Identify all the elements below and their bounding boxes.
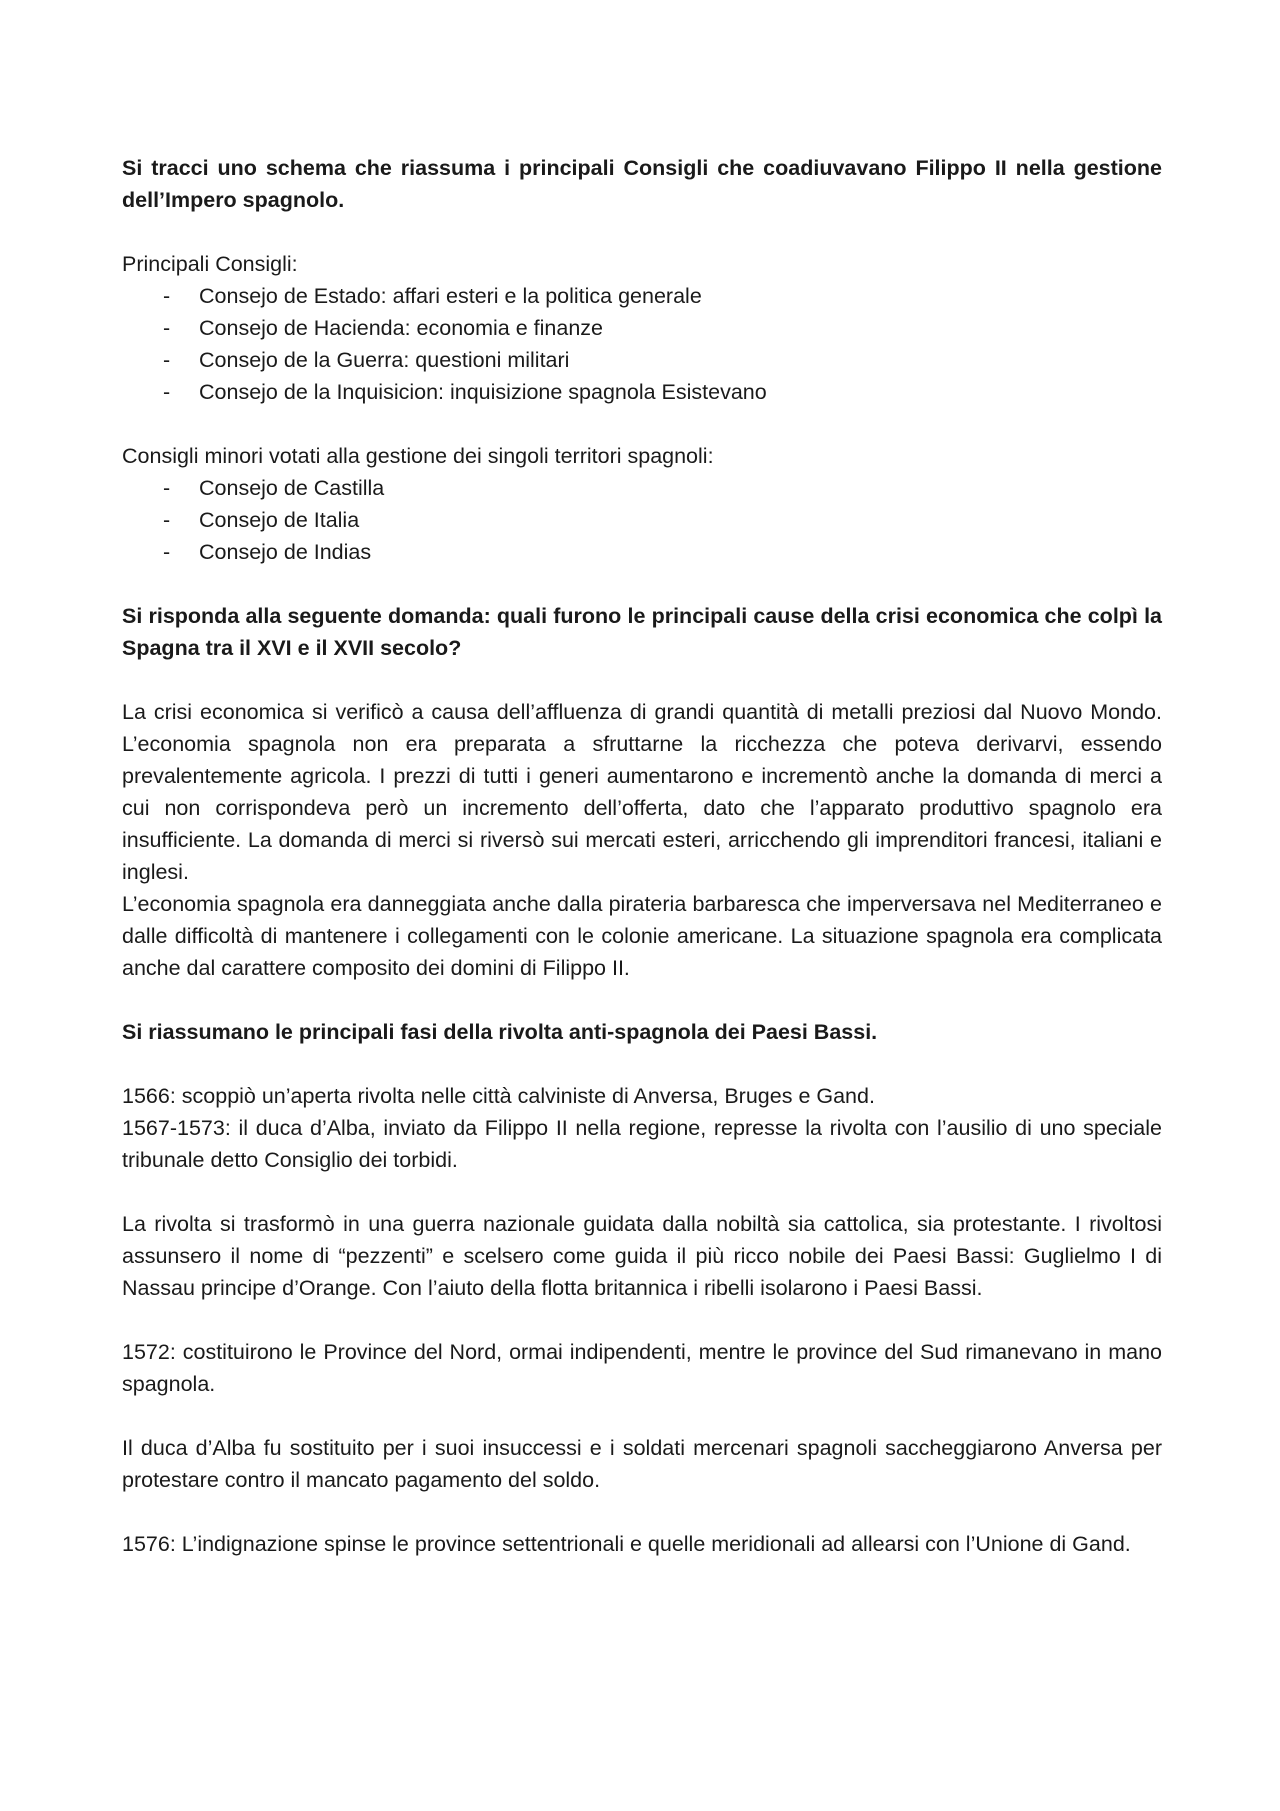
timeline-1576: 1576: L’indignazione spinse le province settentrionali e quelle meridionali ad allearsi con l’Unione di Gand.: [122, 1532, 1131, 1556]
minor-councils-list: [122, 472, 1162, 568]
paragraph-crisi-cause: La crisi economica si verificò a causa dell’affluenza di grandi quantità di metalli preziosi dal Nuovo Mondo. L’economia spagnola non era preparata a sfruttarne la ricchezza che poteva derivarvi, essendo prevalentemente agricola. I prezzi di tutti i generi aumentarono e incrementò anche la domanda di merci a cui non corrispondeva però un incremento dell’offerta, dato che l’apparato produttivo spagnolo era insufficiente. La domanda di merci si riversò sui mercati esteri, arricchendo gli imprenditori francesi, italiani e inglesi.: [122, 700, 1162, 884]
paragraph-duca-alba: Il duca d’Alba fu sostituito per i suoi insuccessi e i soldati mercenari spagnoli saccheggiarono Anversa per protestare contro il mancato pagamento del soldo.: [122, 1436, 1162, 1492]
main-councils-list: [122, 280, 1162, 408]
question-rivolta: Si riassumano le principali fasi della rivolta anti-spagnola dei Paesi Bassi.: [122, 1020, 878, 1044]
list-item: - Consejo de Italia: [122, 504, 1162, 536]
minor-councils-heading: Consigli minori votati alla gestione dei singoli territori spagnoli:: [122, 444, 714, 468]
list-item: - Consejo de Hacienda: economia e finanze: [122, 312, 1162, 344]
list-item: - Consejo de Castilla: [122, 472, 1162, 504]
list-item: - Consejo de Indias: [122, 536, 1162, 568]
question-consigli: Si tracci uno schema che riassuma i principali Consigli che coadiuvavano Filippo II nella gestione dell’Impero spagnolo.: [122, 156, 1162, 212]
list-item: - Consejo de Estado: affari esteri e la politica generale: [122, 280, 1162, 312]
main-councils-heading: Principali Consigli:: [122, 252, 298, 276]
paragraph-guerra-nazionale: La rivolta si trasformò in una guerra nazionale guidata dalla nobiltà sia cattolica, sia protestante. I rivoltosi assunsero il nome di “pezzenti” e scelsero come guida il più ricco nobile dei Paesi Bassi: Guglielmo I di Nassau principe d’Orange. Con l’aiuto della flotta britannica i ribelli isolarono i Paesi Bassi.: [122, 1212, 1162, 1300]
document-body: [122, 152, 1162, 1560]
question-crisi: Si risponda alla seguente domanda: quali furono le principali cause della crisi economica che colpì la Spagna tra il XVI e il XVII secolo?: [122, 604, 1162, 660]
paragraph-crisi-pirateria: L’economia spagnola era danneggiata anche dalla pirateria barbaresca che imperversava nel Mediterraneo e dalle difficoltà di mantenere i collegamenti con le colonie americane. La situazione spagnola era complicata anche dal carattere composito dei domini di Filippo II.: [122, 892, 1162, 980]
timeline-1566: 1566: scoppiò un’aperta rivolta nelle città calviniste di Anversa, Bruges e Gand.: [122, 1084, 875, 1108]
timeline-1572: 1572: costituirono le Province del Nord, ormai indipendenti, mentre le province del Sud rimanevano in mano spagnola.: [122, 1340, 1162, 1396]
timeline-1567-1573: 1567-1573: il duca d’Alba, inviato da Filippo II nella regione, represse la rivolta con l’ausilio di uno speciale tribunale detto Consiglio dei torbidi.: [122, 1116, 1162, 1172]
list-item: - Consejo de la Inquisicion: inquisizione spagnola Esistevano: [122, 376, 1162, 408]
list-item: - Consejo de la Guerra: questioni militari: [122, 344, 1162, 376]
